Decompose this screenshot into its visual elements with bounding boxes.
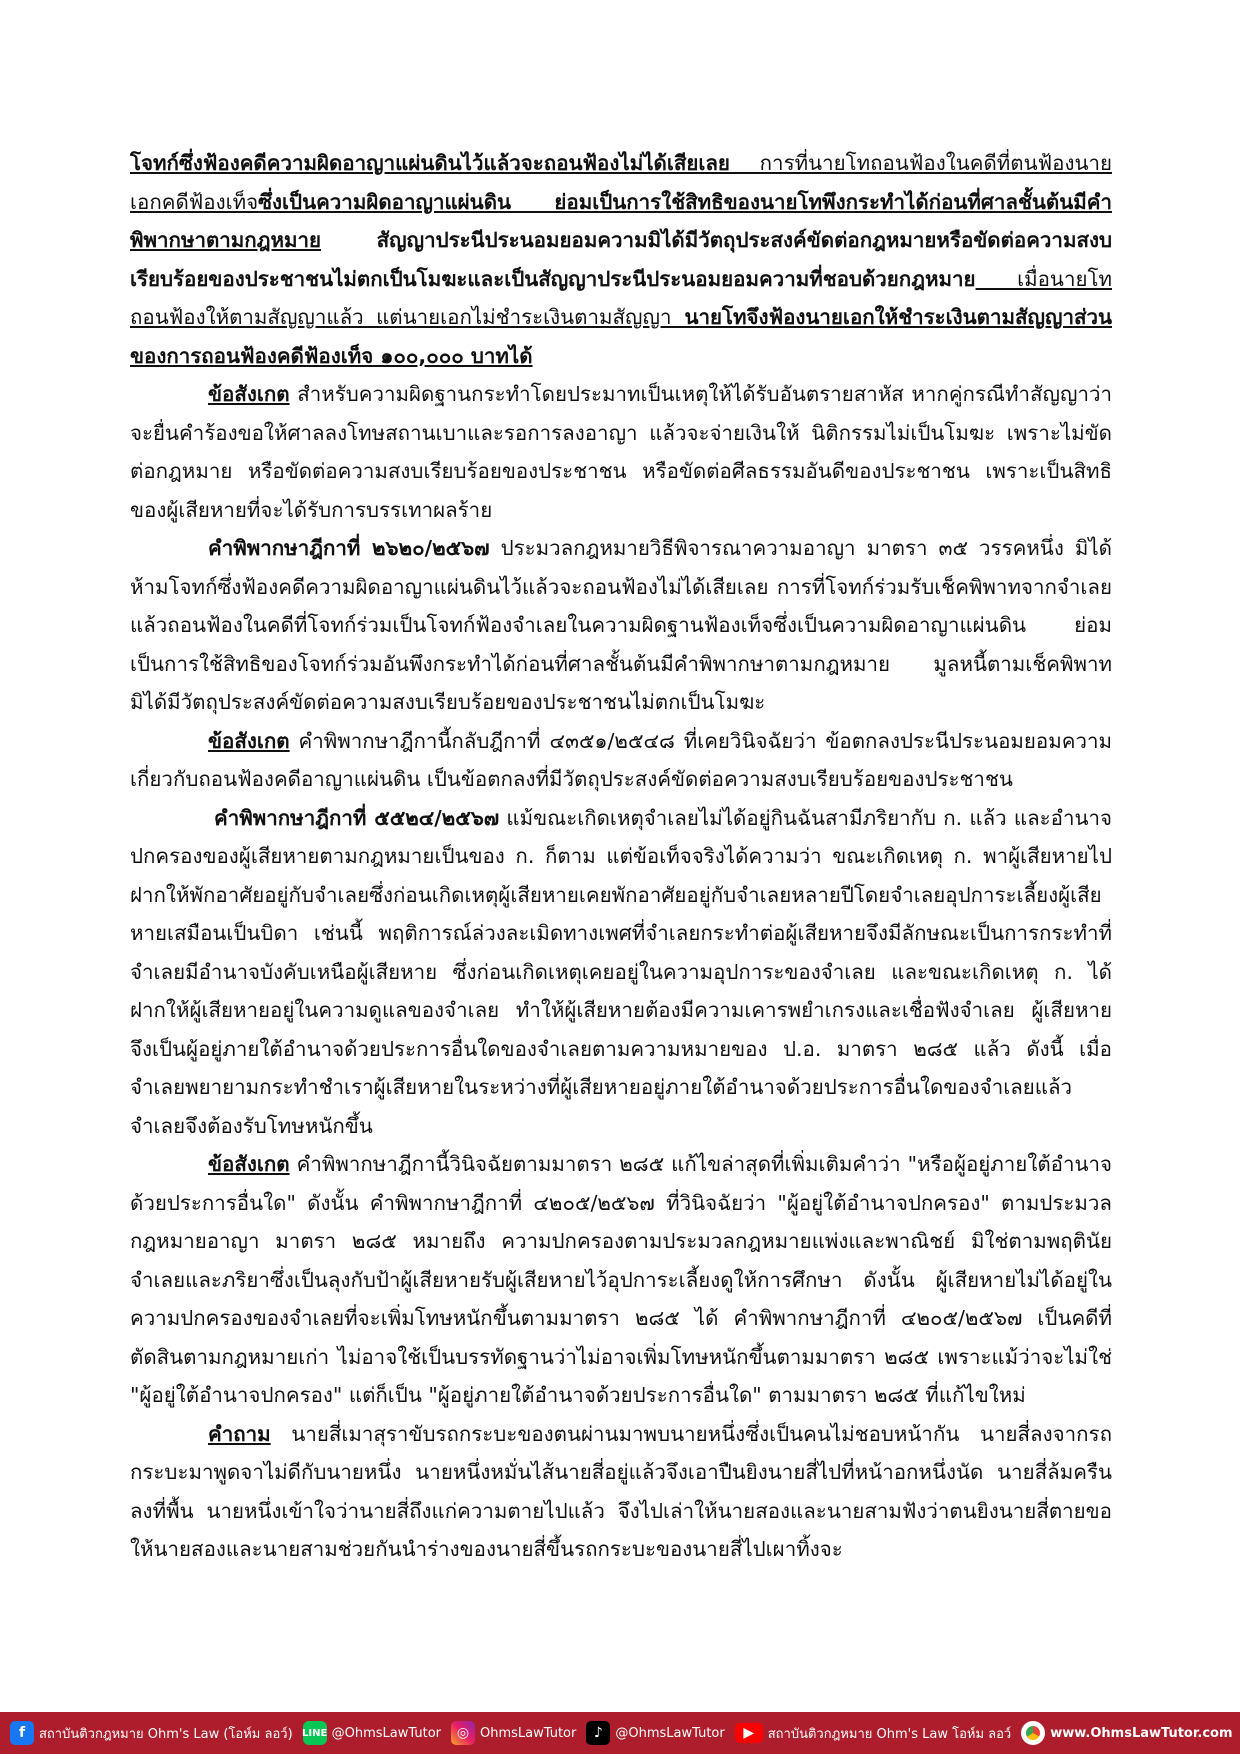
observation-heading: ข้อสังเกต bbox=[208, 1152, 290, 1176]
question-text: นายสี่เมาสุราขับรถกระบะของตนผ่านมาพบนายหนึ่งซึ่งเป็นคนไม่ชอบหน้ากัน นายสี่ลงจากรถกระบะมาพูดจาไม่ดีกับนายหนึ่ง นายหนึ่งหมั่นไส้นายสี่อยู่แล้วจึงเอาปืนยิงนายสี่ไปที่หน้าอกหนึ่งนัด นายสี่ล้มครืนลงที่พื้น นายหนึ่งเข้าใจว่านายสี่ถึงแก่ความตายไปแล้ว จึงไปเล่าให้นายสองและนายสามฟังว่าตนยิงนายสี่ตายขอให้นายสองและนายสามช่วยกันนำร่างของนายสี่ขึ้นรถกระบะของนายสี่ไปเผาทิ้งจะ bbox=[130, 1421, 1112, 1561]
footer-bar bbox=[0, 1712, 1240, 1754]
footer-instagram-label: OhmsLawTutor bbox=[480, 1725, 577, 1741]
question-heading: คำถาม bbox=[208, 1421, 271, 1446]
text-bold-underline: ซึ่งเป็นความผิดอาญาแผ่นดิน ย่อมเป็นการใช้สิทธิของนายโทพึงกระทำได้ก่อนที่ศาลชั้นต้นมีคำพิพากษาตามกฎหมาย bbox=[130, 189, 1112, 252]
paragraph-question bbox=[130, 1415, 1112, 1569]
paragraph-observation-2 bbox=[130, 722, 1112, 799]
footer-tiktok-link[interactable] bbox=[586, 1721, 724, 1745]
instagram-icon: ◎ bbox=[451, 1721, 475, 1745]
footer-youtube-label: สถาบันติวกฎหมาย Ohm's Law โอห์ม ลอว์ bbox=[767, 1726, 1012, 1742]
judgment-text: แม้ขณะเกิดเหตุจำเลยไม่ได้อยู่กินฉันสามีภริยากับ ก. แล้ว และอำนาจปกครองของผู้เสียหายตามกฎหมายเป็นของ ก. ก็ตาม แต่ข้อเท็จจริงได้ความว่า ขณะเกิดเหตุ ก. พาผู้เสียหายไปฝากให้พักอาศัยอยู่กับจำเลยซึ่งก่อนเกิดเหตุผู้เสียหายเคยพักอาศัยอยู่กับจำเลยหลายปีโดยจำเลยอุปการะเลี้ยงผู้เสียหายเสมือนเป็นบิดา เช่นนี้ พฤติการณ์ล่วงละเมิดทางเพศที่จำเลยกระทำต่อผู้เสียหายจึงมีลักษณะเป็นการกระทำที่จำเลยมีอำนาจบังคับเหนือผู้เสียหาย ซึ่งก่อนเกิดเหตุเคยอยู่ในความอุปการะของจำเลย และขณะเกิดเหตุ ก. ได้ฝากให้ผู้เสียหายอยู่ในความดูแลของจำเลย ทำให้ผู้เสียหายต้องมีความเคารพยำเกรงและเชื่อฟังจำเลย ผู้เสียหายจึงเป็นผู้อยู่ภายใต้อำนาจด้วยประการอื่นใดของจำเลยตามความหมายของ ป.อ. มาตรา ๒๘๕ แล้ว ดังนี้ เมื่อจำเลยพยายามกระทำชำเราผู้เสียหายในระหว่างที่ผู้เสียหายอยู่ภายใต้อำนาจด้วยประการอื่นใดของจำเลยแล้ว จำเลยจึงต้องรับโทษหนักขึ้น bbox=[130, 805, 1113, 1138]
observation-heading: ข้อสังเกต bbox=[208, 382, 290, 406]
paragraph-observation-3 bbox=[130, 1145, 1112, 1415]
tiktok-icon: ♪ bbox=[586, 1721, 610, 1745]
footer-youtube-link[interactable] bbox=[735, 1723, 1012, 1744]
chrome-icon bbox=[1021, 1721, 1045, 1745]
judgment-heading: คำพิพากษาฎีกาที่ ๒๖๒๐/๒๕๖๗ bbox=[208, 536, 490, 560]
text-bold-underline: นายโทจึงฟ้องนายเอกให้ชำระเงินตามสัญญาส่วนของการถอนฟ้องคดีฟ้องเท็จ ๑๐๐,๐๐๐ บาทได้ bbox=[130, 305, 1112, 368]
paragraph-observation-1 bbox=[130, 375, 1112, 529]
facebook-icon: f bbox=[10, 1721, 34, 1745]
paragraph-conclusion bbox=[130, 144, 1112, 375]
observation-text: คำพิพากษาฎีกานี้กลับฎีกาที่ ๔๓๕๑/๒๕๔๘ ที่เคยวินิจฉัยว่า ข้อตกลงประนีประนอมยอมความเกี่ยวกับถอนฟ้องคดีอาญาแผ่นดิน เป็นข้อตกลงที่มีวัตถุประสงค์ขัดต่อความสงบเรียบร้อยของประชาชน bbox=[130, 728, 1112, 791]
judgment-text: ประมวลกฎหมายวิธีพิจารณาความอาญา มาตรา ๓๕ วรรคหนึ่ง มิได้ห้ามโจทก์ซึ่งฟ้องคดีความผิดอาญาแผ่นดินไว้แล้วจะถอนฟ้องไม่ได้เสียเลย การที่โจทก์ร่วมรับเช็คพิพาทจากจำเลยแล้วถอนฟ้องในคดีที่โจทก์ร่วมเป็นโจทก์ฟ้องจำเลยในความผิดฐานฟ้องเท็จซึ่งเป็นความผิดอาญาแผ่นดิน ย่อมเป็นการใช้สิทธิของโจทก์ร่วมอันพึงกระทำได้ก่อนที่ศาลชั้นต้นมีคำพิพากษาตามกฎหมาย มูลหนี้ตามเช็คพิพาทมิได้มีวัตถุประสงค์ขัดต่อความสงบเรียบร้อยของประชาชนไม่ตกเป็นโมฆะ bbox=[130, 536, 1112, 714]
footer-facebook-label: สถาบันติวกฎหมาย Ohm's Law (โอห์ม ลอว์) bbox=[39, 1726, 293, 1742]
footer-facebook-link[interactable] bbox=[10, 1721, 293, 1745]
line-icon: LINE bbox=[303, 1721, 327, 1745]
judgment-heading: คำพิพากษาฎีกาที่ ๕๕๒๔/๒๕๖๗ bbox=[214, 805, 500, 830]
text-underline: การที่นายโทถอนฟ้องในคดีที่ตนฟ้องนายเอกคดีฟ้องเท็จ bbox=[130, 151, 1112, 214]
paragraph-judgment-5524 bbox=[130, 799, 1112, 1146]
observation-text: คำพิพากษาฎีกานี้วินิจฉัยตามมาตรา ๒๘๕ แก้ไขล่าสุดที่เพิ่มเติมคำว่า "หรือผู้อยู่ภายใต้อำนาจด้วยประการอื่นใด" ดังนั้น คำพิพากษาฎีกาที่ ๔๒๐๕/๒๕๖๗ ที่วินิจฉัยว่า "ผู้อยู่ใต้อำนาจปกครอง" ตามประมวลกฎหมายอาญา มาตรา ๒๘๕ หมายถึง ความปกครองตามประมวลกฎหมายแพ่งและพาณิชย์ มิใช่ตามพฤตินัย จำเลยและภริยาซึ่งเป็นลุงกับป้าผู้เสียหายรับผู้เสียหายไว้อุปการะเลี้ยงดูให้การศึกษา ดังนั้น ผู้เสียหายไม่ได้อยู่ในความปกครองของจำเลยที่จะเพิ่มโทษหนักขึ้นตามมาตรา ๒๘๕ ได้ คำพิพากษาฎีกาที่ ๔๒๐๕/๒๕๖๗ เป็นคดีที่ตัดสินตามกฎหมายเก่า ไม่อาจใช้เป็นบรรทัดฐานว่าไม่อาจเพิ่มโทษหนักขึ้นตามมาตรา ๒๘๕ เพราะแม้ว่าจะไม่ใช่ "ผู้อยู่ใต้อำนาจปกครอง" แต่ก็เป็น "ผู้อยู่ภายใต้อำนาจด้วยประการอื่นใด" ตามมาตรา ๒๘๕ ที่แก้ไขใหม่ bbox=[130, 1152, 1112, 1407]
footer-line-link[interactable] bbox=[303, 1721, 441, 1745]
footer-website-label: www.OhmsLawTutor.com bbox=[1050, 1725, 1233, 1741]
text-underline: เมื่อนายโทถอนฟ้องให้ตามสัญญาแล้ว แต่นายเอกไม่ชำระเงินตามสัญญา bbox=[130, 266, 1112, 329]
footer-line-label: @OhmsLawTutor bbox=[331, 1725, 441, 1741]
text-bold-underline: โจทก์ซึ่งฟ้องคดีความผิดอาญาแผ่นดินไว้แล้วจะถอนฟ้องไม่ได้เสียเลย bbox=[130, 151, 730, 175]
observation-heading: ข้อสังเกต bbox=[208, 728, 290, 753]
footer-instagram-link[interactable] bbox=[451, 1721, 576, 1745]
text-bold: สัญญาประนีประนอมยอมความมิได้มีวัตถุประสงค์ขัดต่อกฎหมายหรือขัดต่อความสงบเรียบร้อยของประชาชนไม่ตกเป็นโมฆะและเป็นสัญญาประนีประนอมยอมความที่ชอบด้วยกฎหมาย bbox=[130, 228, 1112, 291]
paragraph-judgment-2620 bbox=[130, 529, 1112, 722]
footer-website-link[interactable] bbox=[1021, 1721, 1232, 1745]
document-body bbox=[130, 144, 1112, 1569]
youtube-icon: ▶ bbox=[735, 1723, 763, 1743]
footer-tiktok-label: @OhmsLawTutor bbox=[615, 1725, 725, 1741]
observation-text: สำหรับความผิดฐานกระทำโดยประมาทเป็นเหตุให้ได้รับอันตรายสาหัส หากคู่กรณีทำสัญญาว่า จะยื่นคำร้องขอให้ศาลลงโทษสถานเบาและรอการลงอาญา แล้วจะจ่ายเงินให้ นิติกรรมไม่เป็นโมฆะ เพราะไม่ขัดต่อกฎหมาย หรือขัดต่อความสงบเรียบร้อยของประชาชน หรือขัดต่อศีลธรรมอันดีของประชาชน เพราะเป็นสิทธิของผู้เสียหายที่จะได้รับการบรรเทาผลร้าย bbox=[130, 382, 1112, 522]
